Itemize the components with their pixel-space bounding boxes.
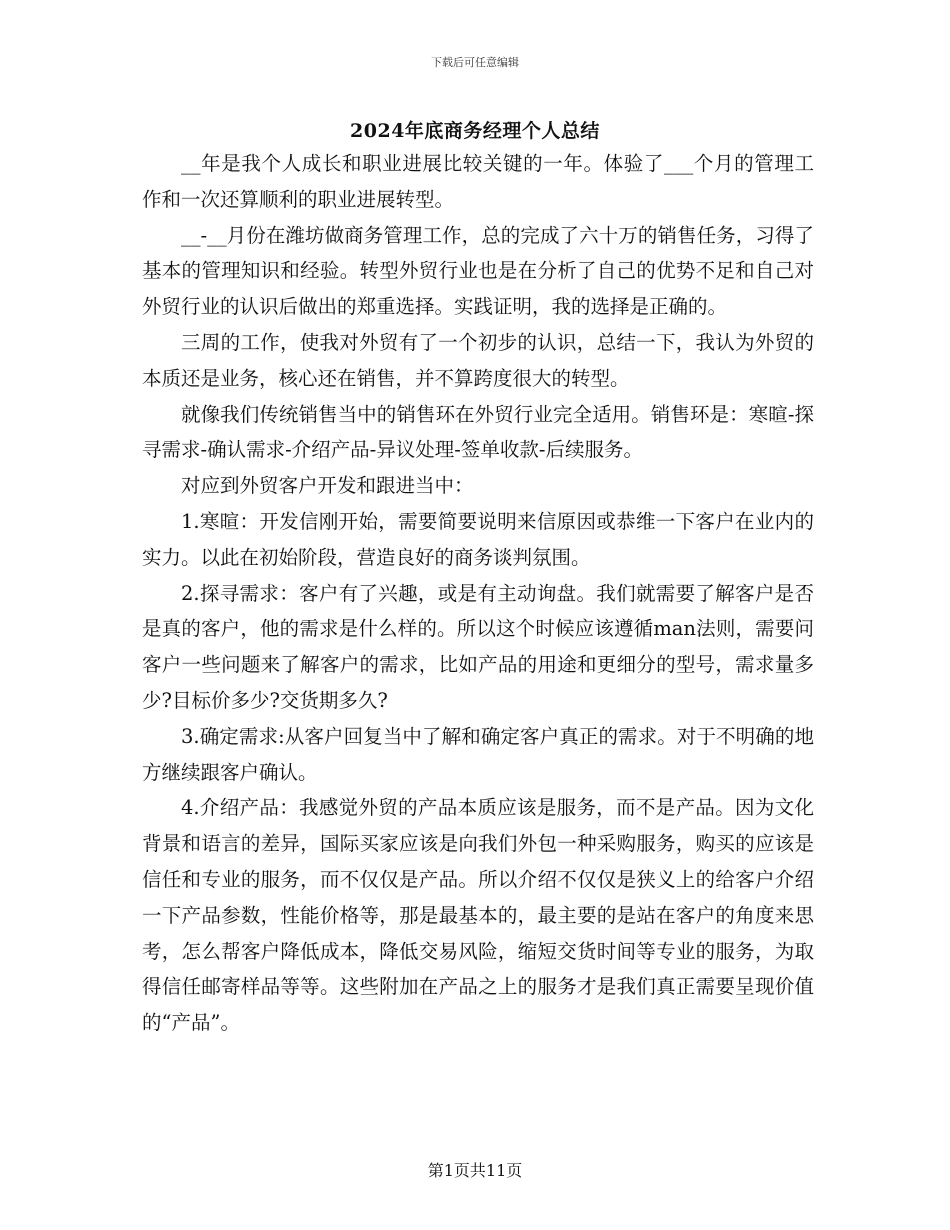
paragraph: 对应到外贸客户开发和跟进当中： — [181, 474, 474, 498]
paragraph: __-__月份在潍坊做商务管理工作，总的完成了六十万的销售任务，习得了基本的管理知识和经验。转型外贸行业也是在分析了自己的优势不足和自己对外贸行业的认识后做出的郑重选择。实践证明，我的选择是正确的。 — [142, 223, 814, 319]
paragraph: 三周的工作，使我对外贸有了一个初步的认识，总结一下，我认为外贸的本质还是业务，核心还在销售，并不算跨度很大的转型。 — [142, 330, 814, 390]
paragraph: 4.介绍产品：我感觉外贸的产品本质应该是服务，而不是产品。因为文化背景和语言的差异，国际买家应该是向我们外包一种采购服务，购买的应该是信任和专业的服务，而不仅仅是产品。所以介绍不仅仅是狭义上的给客户介绍一下产品参数，性能价格等，那是最基本的，最主要的是站在客户的角度来思考，怎么帮客户降低成本，降低交易风险，缩短交货时间等专业的服务，为取得信任邮寄样品等等。这些附加在产品之上的服务才是我们真正需要呈现价值的“产品”。 — [142, 796, 814, 1035]
page-footer: 第1页共11页 — [427, 1161, 523, 1180]
document-body — [142, 146, 814, 1041]
paragraph: 3.确定需求:从客户回复当中了解和确定客户真正的需求。对于不明确的地方继续跟客户确认。 — [142, 724, 814, 784]
header-note: 下载后可任意编辑 — [431, 56, 519, 69]
paragraph: __年是我个人成长和职业进展比较关键的一年。体验了___个月的管理工作和一次还算顺利的职业进展转型。 — [142, 152, 814, 211]
document-title: 2024年底商务经理个人总结 — [350, 120, 600, 142]
paragraph: 就像我们传统销售当中的销售环在外贸行业完全适用。销售环是：寒暄-探寻需求-确认需求-介绍产品-异议处理-签单收款-后续服务。 — [142, 402, 814, 462]
paragraph: 2.探寻需求：客户有了兴趣，或是有主动询盘。我们就需要了解客户是否是真的客户，他的需求是什么样的。所以这个时候应该遵循man法则，需要问客户一些问题来了解客户的需求，比如产品的用途和更细分的型号，需求量多少?目标价多少?交货期多久? — [142, 581, 814, 712]
paragraph: 1.寒暄：开发信刚开始，需要简要说明来信原因或恭维一下客户在业内的实力。以此在初始阶段，营造良好的商务谈判氛围。 — [142, 509, 814, 569]
